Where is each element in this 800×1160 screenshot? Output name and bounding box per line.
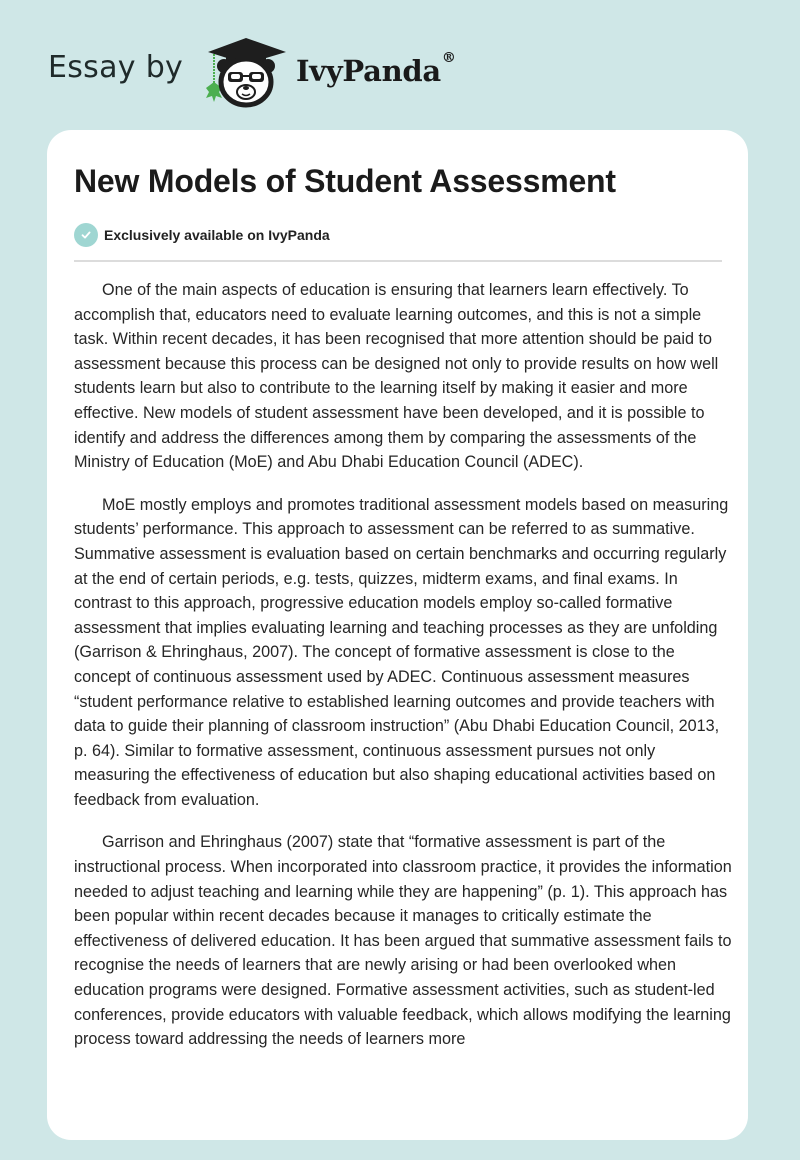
badge-text: Exclusively available on IvyPanda [104,227,330,243]
divider [74,260,722,262]
essay-by-label: Essay by [48,50,184,85]
exclusive-badge [74,222,330,248]
paragraph: MoE mostly employs and promotes traditional assessment models based on measuring students’ performance. This approach to assessment can be referred to as summative. Summative assessment is evaluation based on certain benchmarks and occurring regularly at the end of certain periods, e.g. tests, quizzes, midterm exams, and final exams. In contrast to this approach, progressive education models employ so-called formative assessment that implies evaluating learning and teaching processes as they are unfolding (Garrison & Ehringhaus, 2007). The concept of formative assessment is close to the concept of continuous assessment used by ADEC. Continuous assessment measures “student performance relative to established learning outcomes and provide teachers with data to guide their planning of classroom instruction” (Abu Dhabi Education Council, 2013, p. 64). Similar to formative assessment, continuous assessment pursues not only measuring the effectiveness of education but also shaping educational activities based on feedback from evaluation. [74,495,729,809]
page-title: New Models of Student Assessment [74,163,616,199]
registered-mark: ® [441,50,456,66]
brand-name: IvyPanda [296,54,441,88]
essay-body [74,278,734,1070]
panda-graduation-cap-icon[interactable] [200,34,292,108]
essay-card [47,130,748,1140]
brand-logo-text[interactable] [296,50,456,88]
site-header [0,0,800,130]
paragraph: Garrison and Ehringhaus (2007) state that “formative assessment is part of the instructional process. When incorporated into classroom practice, it provides the information needed to adjust teaching and learning while they are happening” (p. 1). This approach has been popular within recent decades because it manages to critically estimate the effectiveness of delivered education. It has been argued that summative assessment fails to recognise the needs of learners that are newly arising or had been overlooked when education programs were designed. Formative assessment activities, such as student-led conferences, provide educators with valuable feedback, which allows modifying the learning process toward addressing the needs of learners more [74,833,732,1049]
paragraph: One of the main aspects of education is ensuring that learners learn effectively. To accomplish that, educators need to evaluate learning outcomes, and this is not a simple task. Within recent decades, it has been recognised that more attention should be paid to assessment because this process can be designed not only to provide results on how well students learn but also to contribute to the learning itself by making it easier and more effective. New models of student assessment have been developed, and it is possible to identify and address the differences among them by comparing the assessments of the Ministry of Education (MoE) and Abu Dhabi Education Council (ADEC). [74,281,719,472]
check-circle-icon [74,223,98,247]
